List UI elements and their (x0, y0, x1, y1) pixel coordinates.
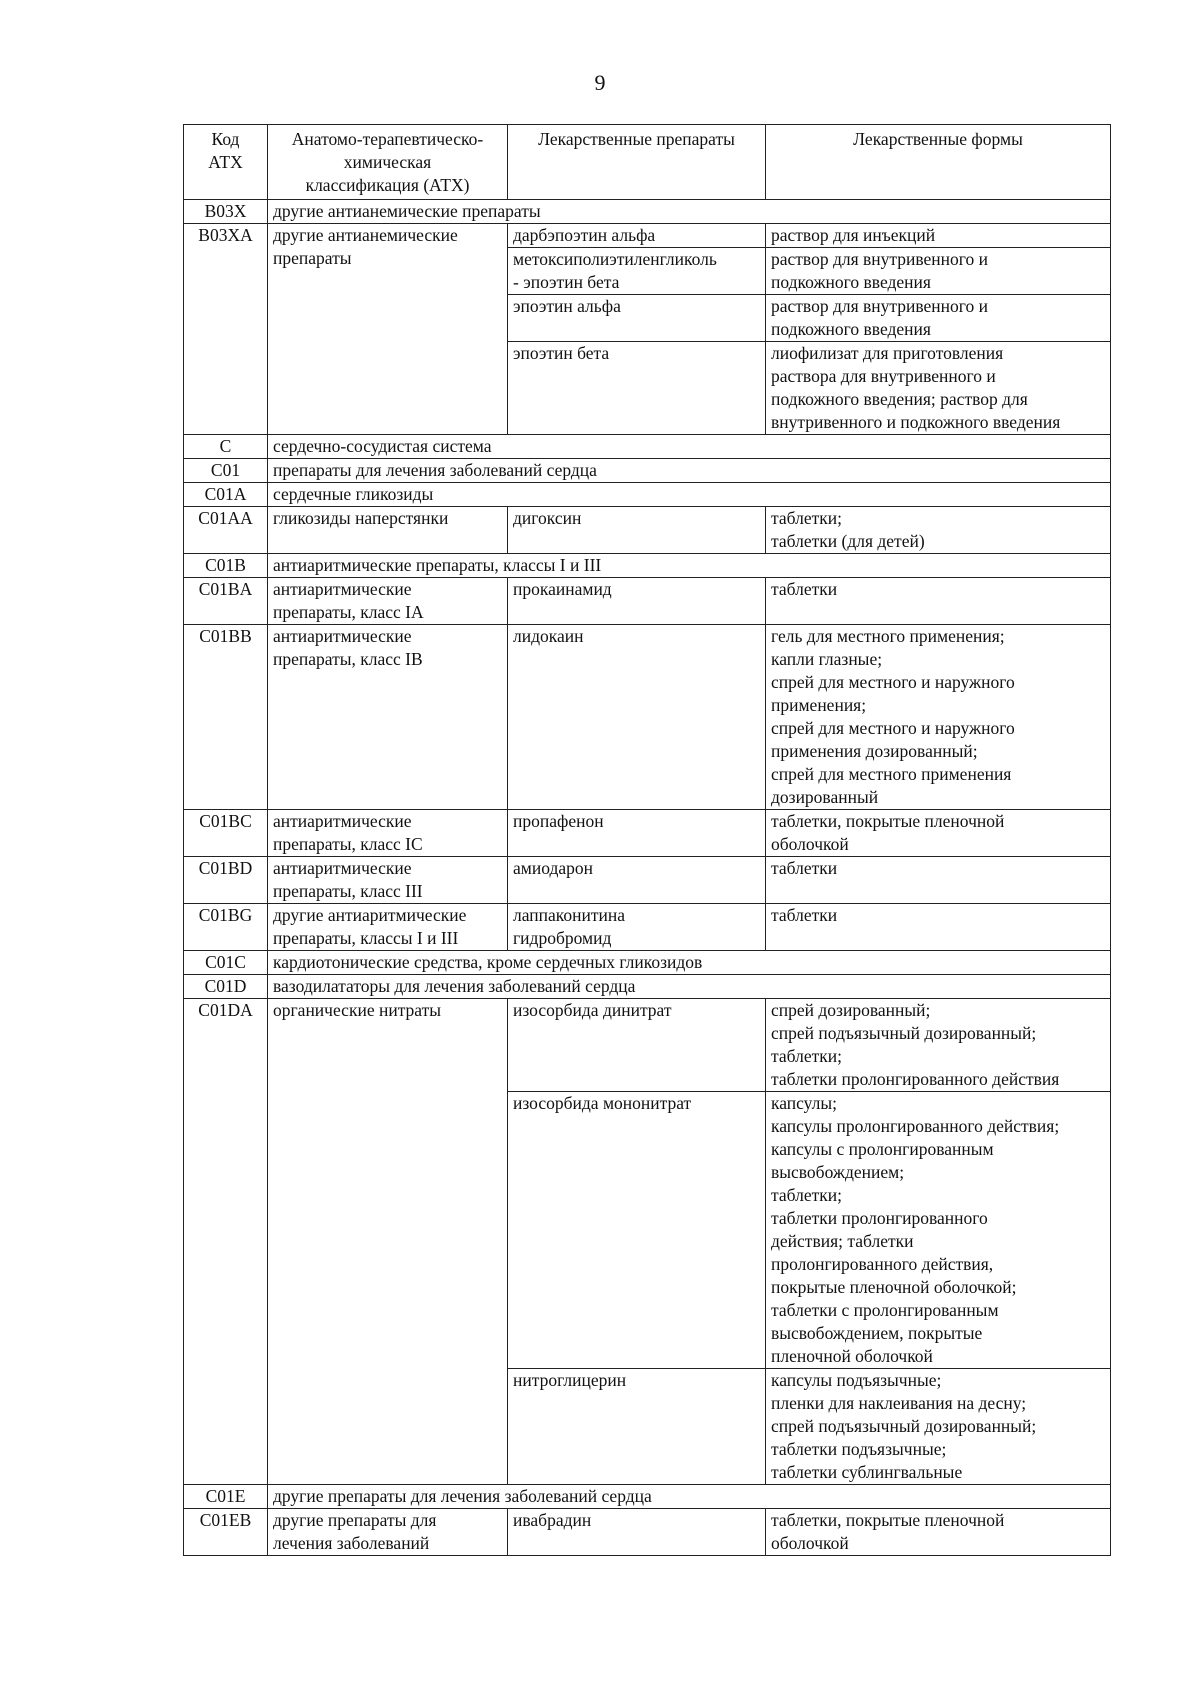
dosage-forms: таблетки; таблетки (для детей) (766, 507, 1111, 554)
drug-name: нитроглицерин (508, 1369, 766, 1485)
drug-name: прокаинамид (508, 578, 766, 625)
drug-name: дарбэпоэтин альфа (508, 224, 766, 248)
atx-group-name: другие препараты для лечения заболеваний сердца (268, 1485, 1111, 1509)
group-row (184, 459, 1111, 483)
atx-code: C01BG (184, 904, 268, 951)
header-classification: Анатомо-терапевтическо- химическая классификация (АТХ) (268, 125, 508, 200)
atx-code: C01BB (184, 625, 268, 810)
dosage-forms: раствор для внутривенного и подкожного введения (766, 295, 1111, 342)
drug-name: изосорбида динитрат (508, 999, 766, 1092)
atx-group-name: вазодилататоры для лечения заболеваний сердца (268, 975, 1111, 999)
drug-name: дигоксин (508, 507, 766, 554)
drug-row (184, 507, 1111, 554)
atx-drug-table (183, 124, 1111, 1556)
atx-code: C01B (184, 554, 268, 578)
atx-code: C01 (184, 459, 268, 483)
atx-group-name: антиаритмические препараты, класс IB (268, 625, 508, 810)
atx-group-name: другие препараты для лечения заболеваний (268, 1509, 508, 1556)
drug-row (184, 224, 1111, 248)
atx-group-name: сердечные гликозиды (268, 483, 1111, 507)
drug-row (184, 810, 1111, 857)
drug-name: эпоэтин бета (508, 342, 766, 435)
atx-code: C01AA (184, 507, 268, 554)
dosage-forms: раствор для инъекций (766, 224, 1111, 248)
header-drugs: Лекарственные препараты (508, 125, 766, 200)
group-row (184, 554, 1111, 578)
atx-group-name: другие антианемические препараты (268, 224, 508, 435)
atx-code: B03X (184, 200, 268, 224)
drug-name: пропафенон (508, 810, 766, 857)
drug-name: эпоэтин альфа (508, 295, 766, 342)
drug-name: изосорбида мононитрат (508, 1092, 766, 1369)
table-header-row (184, 125, 1111, 200)
drug-name: амиодарон (508, 857, 766, 904)
group-row (184, 975, 1111, 999)
group-row (184, 435, 1111, 459)
atx-group-name: препараты для лечения заболеваний сердца (268, 459, 1111, 483)
atx-group-name: кардиотонические средства, кроме сердечных гликозидов (268, 951, 1111, 975)
table-body (184, 200, 1111, 1556)
page-number: 9 (594, 70, 606, 95)
atx-group-name: органические нитраты (268, 999, 508, 1485)
atx-group-name: другие антианемические препараты (268, 200, 1111, 224)
atx-group-name: антиаритмические препараты, класс III (268, 857, 508, 904)
drug-name: лидокаин (508, 625, 766, 810)
dosage-forms: таблетки (766, 578, 1111, 625)
dosage-forms: таблетки, покрытые пленочной оболочкой (766, 810, 1111, 857)
header-forms: Лекарственные формы (766, 125, 1111, 200)
group-row (184, 951, 1111, 975)
drug-name: метоксиполиэтиленгликоль - эпоэтин бета (508, 248, 766, 295)
atx-code: C (184, 435, 268, 459)
atx-code: C01DA (184, 999, 268, 1485)
atx-code: C01E (184, 1485, 268, 1509)
drug-row (184, 904, 1111, 951)
atx-group-name: антиаритмические препараты, класс IA (268, 578, 508, 625)
atx-code: C01D (184, 975, 268, 999)
atx-group-name: антиаритмические препараты, классы I и III (268, 554, 1111, 578)
group-row (184, 483, 1111, 507)
drug-row (184, 578, 1111, 625)
drug-row (184, 999, 1111, 1092)
dosage-forms: спрей дозированный; спрей подъязычный дозированный; таблетки; таблетки пролонгированного действия (766, 999, 1111, 1092)
drug-row (184, 857, 1111, 904)
dosage-forms: гель для местного применения; капли глазные; спрей для местного и наружного применения; спрей для местного и наружного применения дозированный; спрей для местного применения дозированный (766, 625, 1111, 810)
dosage-forms: капсулы; капсулы пролонгированного действия; капсулы с пролонгированным высвобождением; таблетки; таблетки пролонгированного действия; таблетки пролонгированного действия, покрытые пленочной оболочкой; таблетки с пролонгированным высвобождением, покрытые пленочной оболочкой (766, 1092, 1111, 1369)
atx-code: C01BC (184, 810, 268, 857)
atx-code: C01BD (184, 857, 268, 904)
dosage-forms: таблетки (766, 857, 1111, 904)
header-code: Код АТХ (184, 125, 268, 200)
group-row (184, 200, 1111, 224)
group-row (184, 1485, 1111, 1509)
atx-code: C01EB (184, 1509, 268, 1556)
drug-row (184, 625, 1111, 810)
atx-group-name: гликозиды наперстянки (268, 507, 508, 554)
atx-group-name: антиаритмические препараты, класс IC (268, 810, 508, 857)
dosage-forms: лиофилизат для приготовления раствора для внутривенного и подкожного введения; раствор для внутривенного и подкожного введения (766, 342, 1111, 435)
atx-code: C01C (184, 951, 268, 975)
dosage-forms: таблетки (766, 904, 1111, 951)
atx-code: C01BA (184, 578, 268, 625)
dosage-forms: раствор для внутривенного и подкожного введения (766, 248, 1111, 295)
atx-group-name: сердечно-сосудистая система (268, 435, 1111, 459)
drug-row (184, 1509, 1111, 1556)
drug-name: ивабрадин (508, 1509, 766, 1556)
atx-group-name: другие антиаритмические препараты, классы I и III (268, 904, 508, 951)
atx-code: B03XA (184, 224, 268, 435)
drug-name: лаппаконитина гидробромид (508, 904, 766, 951)
dosage-forms: таблетки, покрытые пленочной оболочкой (766, 1509, 1111, 1556)
dosage-forms: капсулы подъязычные; пленки для наклеивания на десну; спрей подъязычный дозированный; таблетки подъязычные; таблетки сублингвальные (766, 1369, 1111, 1485)
atx-code: C01A (184, 483, 268, 507)
